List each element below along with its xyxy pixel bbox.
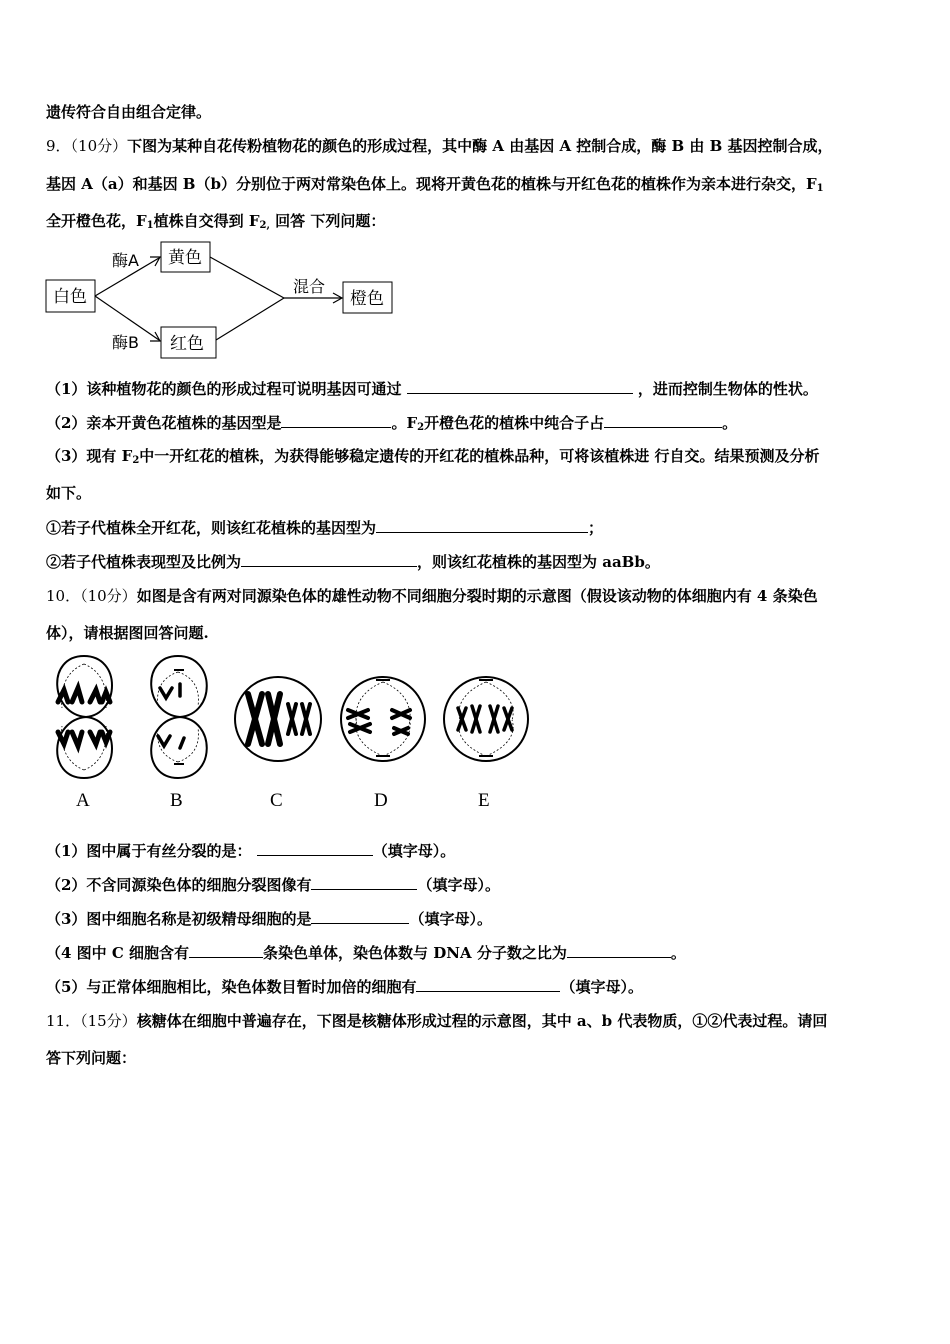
q9-part3-cont: 如下。	[46, 484, 92, 502]
label-b: B	[170, 790, 183, 811]
q10-part5	[46, 976, 643, 997]
q9-p2-sub: 2	[417, 422, 425, 433]
q9-p5-blank[interactable]	[241, 551, 417, 567]
q10-p5-blank[interactable]	[416, 976, 560, 992]
q11-line1	[46, 1011, 827, 1031]
label-c: C	[270, 790, 283, 811]
q9-text-1: 下图为某种自花传粉植物花的颜色的形成过程，其中酶 A 由基因 A 控制合成，酶 B 由 B 基因控制合成，	[127, 137, 833, 155]
q10-p4-text-end: 。	[670, 944, 686, 962]
q9-p4-text: ①若子代植株全开红花，则该红花植株的基因型为	[46, 519, 377, 537]
q9-p2-text-d: 。	[722, 414, 738, 432]
q10-p5-text-end: （填字母）。	[560, 978, 643, 996]
q9-text-2: 基因 A（a）和基因 B（b）分别位于两对常染色体上。现将开黄色花的植株与开红色花的植株作为亲本进行杂交，F	[46, 175, 817, 193]
q9-text-3c: 回答 下列问题：	[269, 212, 386, 230]
q10-p4-blank2[interactable]	[567, 942, 671, 958]
red-label: 红色	[170, 334, 204, 354]
q9-part5	[46, 551, 660, 572]
cell-e	[444, 677, 528, 761]
cell-b	[151, 656, 207, 778]
q9-p2-text-b: 。F	[391, 414, 418, 432]
q9-p2-text-c: 开橙色花的植株中纯合子占	[424, 414, 605, 432]
q9-p2-blank1[interactable]	[281, 412, 391, 428]
q10-part3	[46, 908, 492, 929]
enzyme-a-label: 酶A	[112, 251, 139, 270]
q10-p4-blank1[interactable]	[189, 942, 263, 958]
q11-score: （15分）	[80, 1012, 137, 1030]
q9-text-3a: 全开橙色花，F	[46, 212, 147, 230]
q9-p3-text-b: 中一开红花的植株，为获得能够稳定遗传的开红花的植株品种，可将该植株进 行自交。结果预测及分析	[139, 447, 820, 465]
q9-line2	[46, 174, 824, 199]
q9-sub-f2: 2,	[259, 220, 270, 231]
q9-p1-text: （1）该种植物花的颜色的形成过程可说明基因可通过	[46, 380, 402, 398]
q10-part4	[46, 942, 686, 963]
q10-score: （10分）	[80, 587, 137, 605]
q10-p3-text-end: （填字母）。	[409, 910, 492, 928]
q9-text-3b: 植株自交得到 F	[153, 212, 260, 230]
q10-p2-text-end: （填字母）。	[417, 876, 500, 894]
q9-p1-text-end: ，进而控制生物体的性状。	[637, 380, 818, 398]
cell-division-figure	[40, 652, 540, 787]
orange-label: 橙色	[350, 289, 384, 309]
q9-p5-text-end: ，则该红花植株的基因型为 aaBb。	[417, 553, 660, 571]
q11-text-1: 核糖体在细胞中普遍存在，下图是核糖体形成过程的示意图，其中 a、b 代表物质，①②代表过程。请回	[136, 1012, 828, 1030]
q9-p1-blank[interactable]	[407, 378, 633, 394]
q9-p4-text-end: ；	[588, 519, 604, 537]
line-red-merge	[216, 298, 284, 340]
q9-p3-sub: 2	[132, 455, 140, 466]
q9-sub-f1b: 1	[146, 220, 154, 231]
q9-p5-text: ②若子代植株表现型及比例为	[46, 553, 242, 571]
q9-number: 9．	[46, 137, 71, 155]
white-label: 白色	[53, 287, 87, 307]
q10-p5-text: （5）与正常体细胞相比，染色体数目暂时加倍的细胞有	[46, 978, 417, 996]
q9-part2	[46, 412, 737, 438]
q11-number: 11．	[46, 1012, 81, 1030]
q10-p2-text: （2）不含同源染色体的细胞分裂图像有	[46, 876, 312, 894]
q11-line2: 答下列问题：	[46, 1049, 137, 1067]
line-yellow-merge	[210, 257, 284, 298]
q10-line1	[46, 586, 818, 606]
q10-p3-text: （3）图中细胞名称是初级精母细胞的是	[46, 910, 312, 928]
q9-line1	[46, 136, 833, 156]
cell-c	[235, 677, 321, 761]
label-e: E	[478, 790, 490, 811]
mix-label: 混合	[293, 277, 326, 296]
q9-part1	[46, 378, 818, 399]
q10-line2: 体），请根据图回答问题.	[46, 624, 209, 642]
q10-p1-text: （1）图中属于有丝分裂的是：	[46, 842, 252, 860]
q10-number: 10．	[46, 587, 81, 605]
cell-a	[57, 656, 112, 778]
q9-p3-text-a: （3）现有 F	[46, 447, 133, 465]
q10-part2	[46, 874, 500, 895]
q9-line3	[46, 211, 385, 236]
q10-text-1: 如图是含有两对同源染色体的雄性动物不同细胞分裂时期的示意图（假设该动物的体细胞内有 4 条染色	[136, 587, 818, 605]
q9-score: （10分）	[70, 137, 128, 155]
label-a: A	[76, 790, 90, 811]
q9-part3	[46, 446, 820, 471]
flower-color-diagram	[44, 240, 404, 362]
q9-p2-blank2[interactable]	[604, 412, 722, 428]
q9-part4	[46, 517, 603, 538]
q10-p1-blank[interactable]	[257, 840, 373, 856]
q10-p3-blank[interactable]	[311, 908, 409, 924]
cell-d	[341, 677, 425, 761]
intro-line: 遗传符合自由组合定律。	[46, 103, 212, 121]
q9-p2-text: （2）亲本开黄色花植株的基因型是	[46, 414, 282, 432]
enzyme-b-label: 酶B	[112, 333, 139, 352]
q10-part1	[46, 840, 455, 861]
q9-sub-f1: 1	[816, 183, 824, 194]
q10-p2-blank[interactable]	[311, 874, 417, 890]
q10-p1-text-end: （填字母）。	[372, 842, 456, 860]
q10-p4-text-b: 条染色单体，染色体数与 DNA 分子数之比为	[263, 944, 567, 962]
q10-p4-text: （4 图中 C 细胞含有	[46, 944, 190, 962]
label-d: D	[374, 790, 388, 811]
q9-p4-blank[interactable]	[376, 517, 588, 533]
yellow-label: 黄色	[168, 248, 202, 268]
